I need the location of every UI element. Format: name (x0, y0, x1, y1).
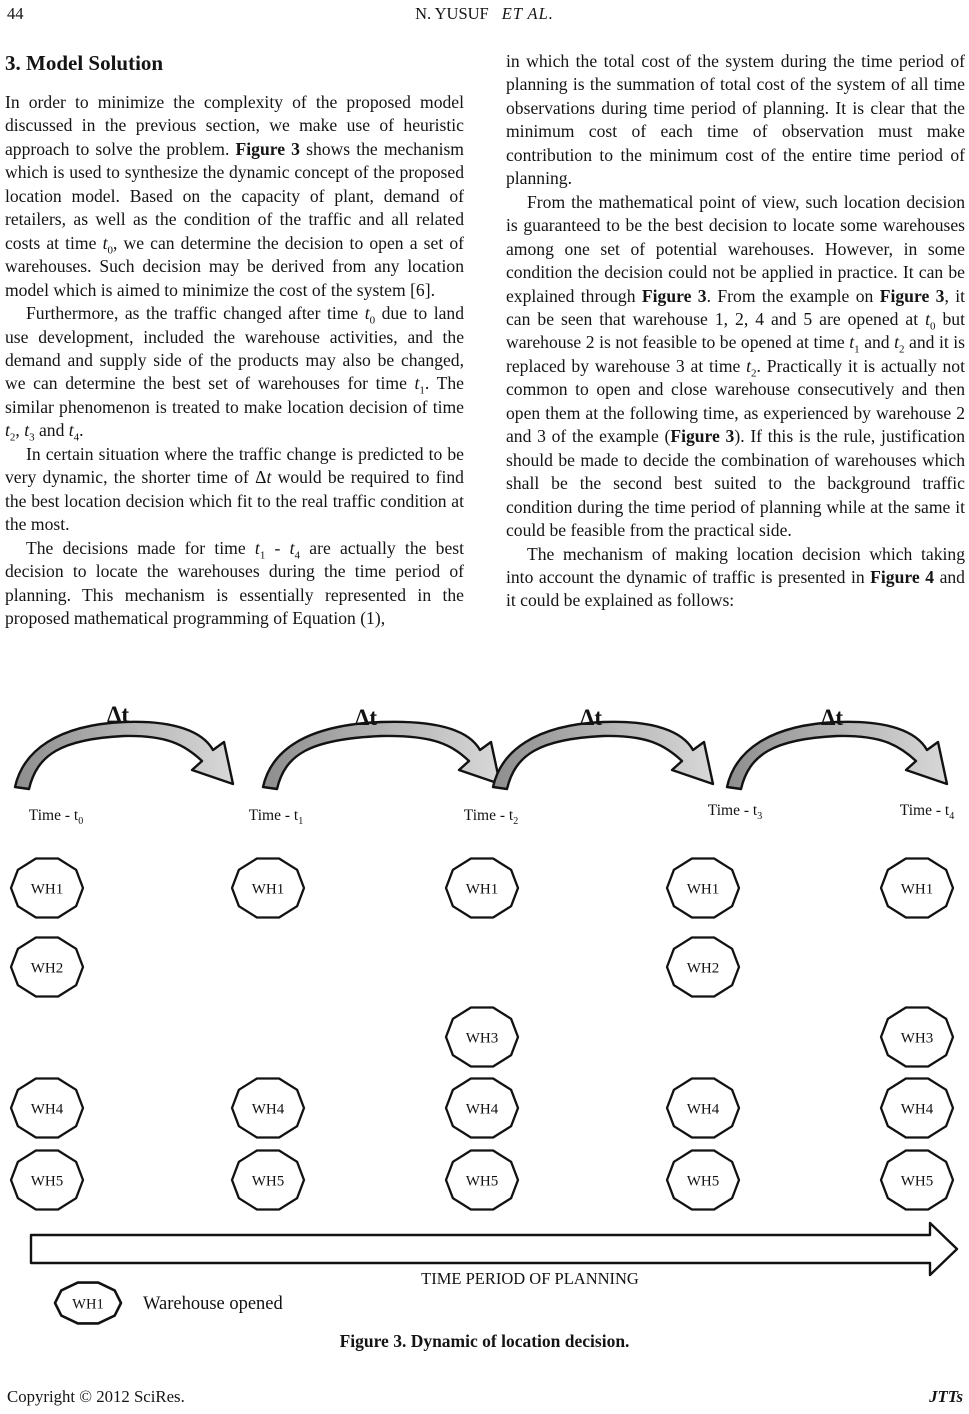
delta-t-label: Δt (354, 705, 378, 730)
warehouse-node-label: WH1 (465, 881, 499, 898)
warehouse-node-label: WH2 (30, 960, 64, 977)
warehouse-node-label: WH5 (900, 1173, 934, 1190)
timeline-label: TIME PERIOD OF PLANNING (421, 1269, 639, 1288)
location-decision-diagram (0, 695, 969, 1355)
time-label: Time - $t_1$ (248, 807, 304, 827)
right-column (506, 50, 965, 613)
warehouse-node-label: WH5 (30, 1173, 64, 1190)
timeline-arrow (31, 1223, 957, 1275)
running-head-etal: ET AL. (501, 4, 554, 23)
time-label: Time - $t_3$ (707, 802, 763, 822)
warehouse-node-label: WH1 (900, 881, 934, 898)
footer-journal: JTTs (929, 1387, 963, 1406)
paragraph: The decisions made for time $t_1 - t_4$ are actually the best decision to locate the warehouses during the time period of planning. This mechanism is essentially represented in the proposed mathematical programming of Equation (1), (5, 537, 465, 628)
page-number: 44 (7, 4, 24, 23)
delta-t-arrow (727, 722, 947, 789)
delta-t-label: Δt (106, 702, 130, 727)
paragraph: in which the total cost of the system during the time period of planning is the summation of total cost of the system of all time observations during time period of planning. It is clear that the minimum cost of each time of observation must make contribution to the minimum cost of the entire time period of planning. (506, 51, 965, 189)
warehouse-node-label: WH1 (251, 881, 285, 898)
warehouse-node-label: WH3 (900, 1030, 934, 1047)
warehouse-node-label: WH4 (900, 1101, 934, 1118)
delta-t-label: Δt (579, 705, 603, 730)
delta-t-arrow (493, 722, 713, 789)
paragraph: In order to minimize the complexity of the proposed model discussed in the previous section, we make use of heuristic approach to solve the problem. Figure 3 shows the mechanism which is used to synthesize the dynamic concept of the proposed location model. Based on the capacity of plant, demand of retailers, as well as the condition of the traffic and all related costs at time $t_0$, we can determine the decision to open a set of warehouses. Such decision may be derived from any location model which is aimed to minimize the cost of the system [6]. (5, 92, 464, 300)
left-column (5, 50, 464, 630)
warehouse-node-label: WH1 (30, 881, 64, 898)
section-heading: 3. Model Solution (5, 51, 164, 75)
warehouse-node-label: WH3 (465, 1030, 499, 1047)
running-head (0, 4, 969, 24)
time-label: Time - $t_4$ (899, 802, 955, 822)
warehouse-node-label: WH4 (30, 1101, 64, 1118)
paragraph: Furthermore, as the traffic changed after time $t_0$ due to land use development, included the warehouse activities, and the demand and supply side of the products may also be changed, we can determine the best set of warehouses for time $t_1$. The similar phenomenon is treated to make location decision of time $t_2$, $t_3$ and $t_4$. (5, 303, 464, 444)
running-head-authors: N. YUSUF (415, 4, 489, 23)
time-label: Time - $t_2$ (463, 807, 519, 827)
figure-caption: Figure 3. Dynamic of location decision. (339, 1331, 630, 1351)
warehouse-node-label: WH5 (251, 1173, 285, 1190)
warehouse-node-label: WH5 (686, 1173, 720, 1190)
delta-t-label: Δt (820, 705, 844, 730)
legend-symbol-label: WH1 (72, 1296, 104, 1313)
delta-t-arrow (263, 722, 500, 789)
warehouse-node-label: WH1 (686, 881, 720, 898)
time-label: Time - $t_0$ (28, 807, 84, 827)
paragraph: The mechanism of making location decision which taking into account the dynamic of traffic is presented in Figure 4 and it could be explained as follows: (506, 543, 965, 611)
warehouse-node-label: WH4 (465, 1101, 499, 1118)
warehouse-node-label: WH5 (465, 1173, 499, 1190)
paragraph: From the mathematical point of view, such location decision is guaranteed to be the best decision to locate some warehouses among one set of potential warehouses. However, in some condition the decision could not be applied in practice. It can be explained through Figure 3. From the example on Figure 3, it can be seen that warehouse 1, 2, 4 and 5 are opened at $t_0$ but warehouse 2 is not feasible to be opened at time $t_1$ and $t_2$ and it is replaced by warehouse 3 at time $t_2$. Practically it is actually not common to open and close warehouse consecutively and then open them at the following time, as experienced by warehouse 2 and 3 of the example (Figure 3). If this is the rule, justification should be made to decide the combination of warehouses which shall be the second best suited to the background traffic condition during the time period of planning while at the same it could be feasible from the practical side. (506, 191, 966, 541)
footer-copyright: Copyright © 2012 SciRes. (7, 1387, 185, 1406)
figure-3 (0, 695, 969, 1355)
warehouse-node-label: WH4 (686, 1101, 720, 1118)
warehouse-node-label: WH4 (251, 1101, 285, 1118)
legend-text: Warehouse opened (143, 1294, 283, 1314)
warehouse-node-label: WH2 (686, 960, 720, 977)
paragraph: In certain situation where the traffic change is predicted to be very dynamic, the shorter time of Δt would be required to find the best location decision which fit to the real traffic condition at the most. (5, 443, 464, 535)
delta-t-arrow (15, 722, 233, 789)
